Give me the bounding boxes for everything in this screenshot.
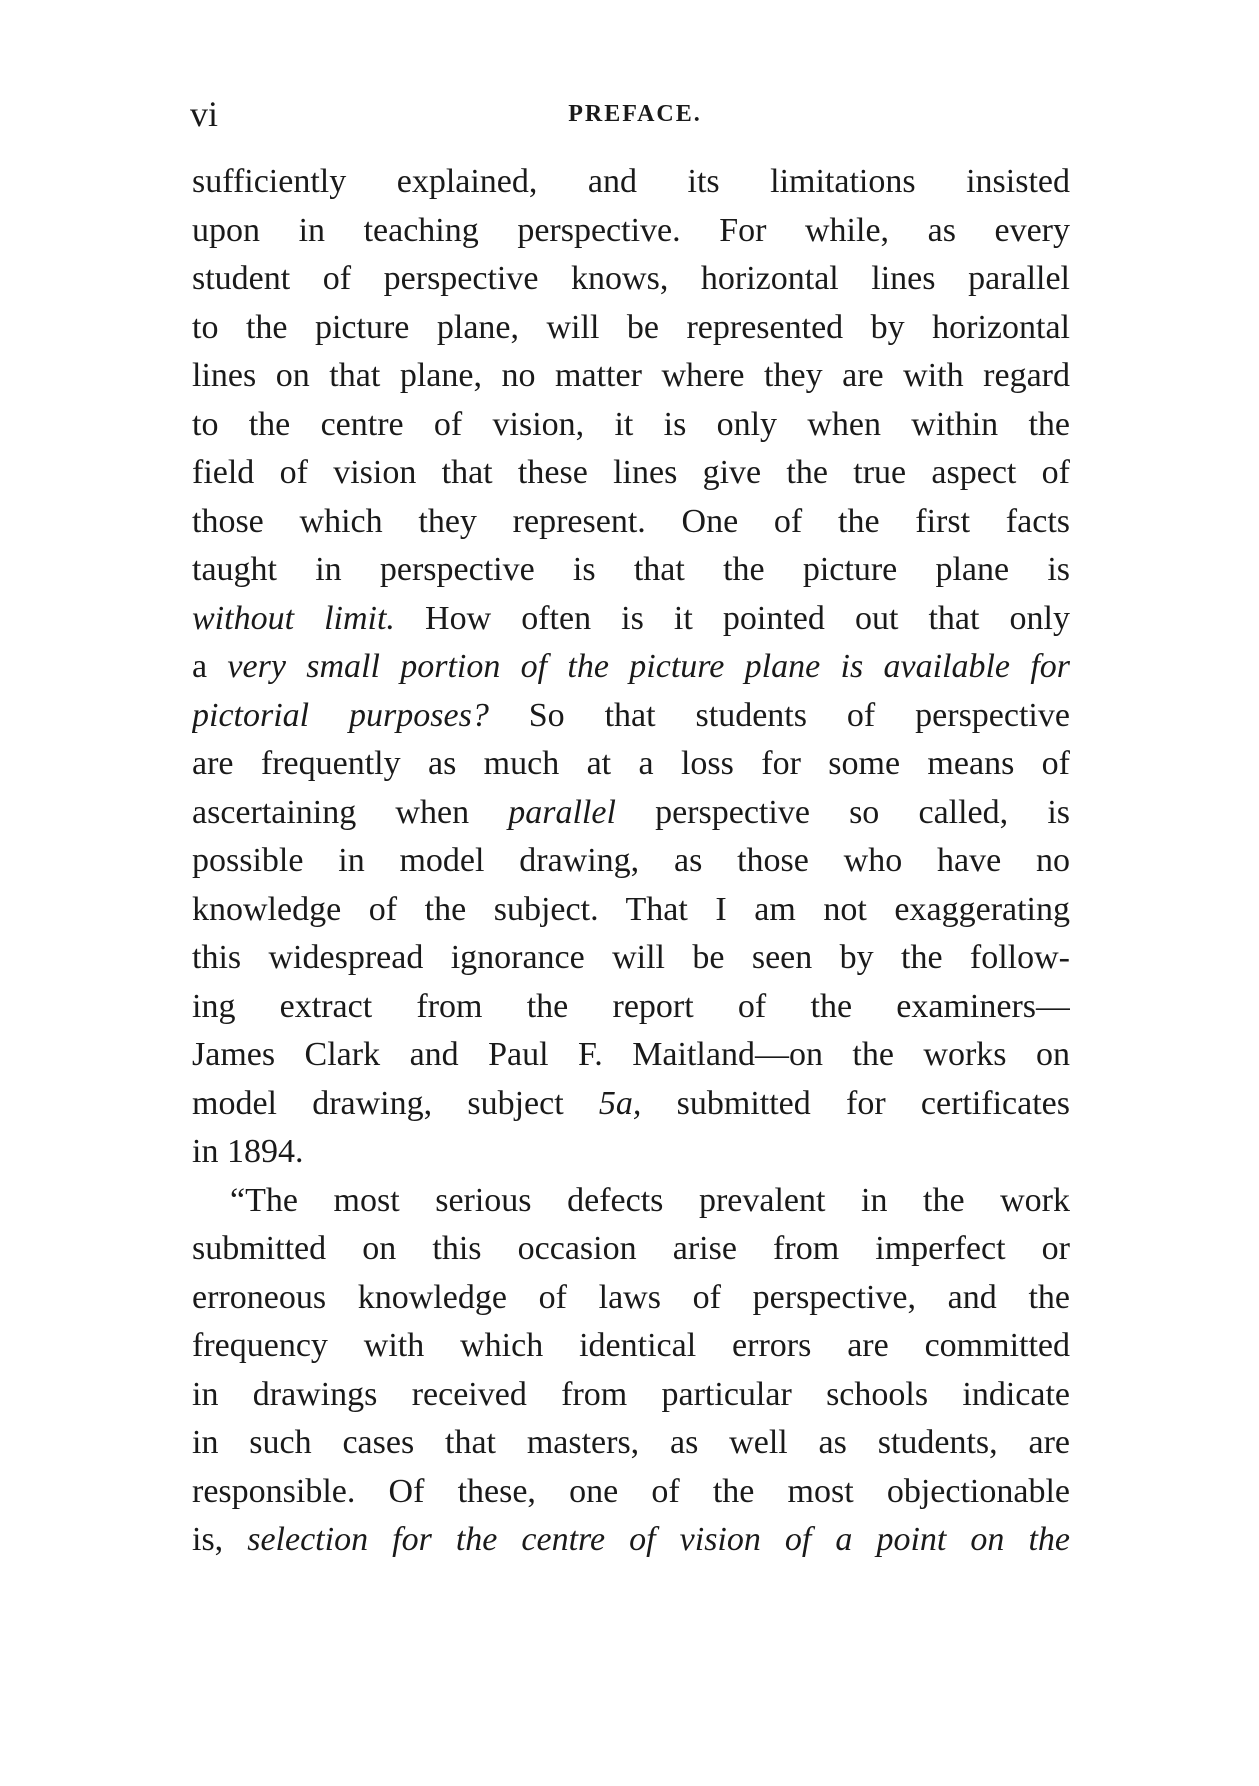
italic-phrase: without limit. — [192, 599, 395, 637]
italic-phrase: 5a, — [598, 1084, 642, 1122]
italic-phrase: very small portion of the picture plane is available for — [227, 648, 1070, 685]
text-line: possible in model drawing, as those who have no — [192, 842, 1070, 879]
body-text — [192, 158, 1070, 1565]
text-line: lines on that plane, no matter where they are with regard — [192, 357, 1070, 394]
italic-phrase: selection for the centre of vision of a point on the — [247, 1521, 1070, 1558]
italic-phrase: parallel — [508, 793, 616, 831]
text-line: taught in perspective is that the picture plane is — [192, 551, 1070, 588]
text-line: in 1894. — [192, 1133, 304, 1170]
text-line: this widespread ignorance will be seen by the follow- — [192, 939, 1070, 976]
running-title: PREFACE. — [568, 101, 702, 127]
text-line: sufficiently explained, and its limitations insisted — [192, 163, 1070, 200]
text-line: knowledge of the subject. That I am not exaggerating — [192, 890, 1070, 928]
text-line: erroneous knowledge of laws of perspective, and the — [192, 1278, 1070, 1316]
text-line: in such cases that masters, as well as students, are — [192, 1424, 1070, 1461]
text-line: is, selection for the centre of vision of a point on the — [192, 1521, 1070, 1558]
text-line: model drawing, subject 5a, submitted for certificates — [192, 1084, 1070, 1122]
text-line: ing extract from the report of the examiners— — [192, 987, 1070, 1025]
text-line: without limit. How often is it pointed out that only — [192, 599, 1070, 637]
running-head — [190, 92, 1080, 136]
text-line: a very small portion of the picture plane is available for — [192, 648, 1070, 685]
text-line: to the picture plane, will be represented by horizontal — [192, 308, 1070, 346]
text-line: field of vision that these lines give the true aspect of — [192, 454, 1070, 491]
text-line: upon in teaching perspective. For while, as every — [192, 211, 1070, 249]
text-line: frequency with which identical errors are committed — [192, 1327, 1070, 1364]
text-line: student of perspective knows, horizontal lines parallel — [192, 260, 1070, 297]
text-line: James Clark and Paul F. Maitland—on the works on — [192, 1036, 1070, 1073]
text-line: responsible. Of these, one of the most objectionable — [192, 1472, 1070, 1510]
text-line: pictorial purposes? So that students of perspective — [192, 696, 1070, 734]
text-line: to the centre of vision, it is only when within the — [192, 405, 1070, 443]
text-line: those which they represent. One of the first facts — [192, 502, 1070, 540]
page-number: vi — [190, 94, 219, 134]
text-line: ascertaining when parallel perspective so called, is — [192, 793, 1070, 831]
text-line: “The most serious defects prevalent in the work — [230, 1181, 1070, 1219]
text-line: are frequently as much at a loss for some means of — [192, 745, 1070, 782]
italic-phrase: pictorial purposes? — [192, 696, 489, 734]
text-line: submitted on this occasion arise from imperfect or — [192, 1230, 1070, 1267]
text-line: in drawings received from particular schools indicate — [192, 1375, 1070, 1413]
